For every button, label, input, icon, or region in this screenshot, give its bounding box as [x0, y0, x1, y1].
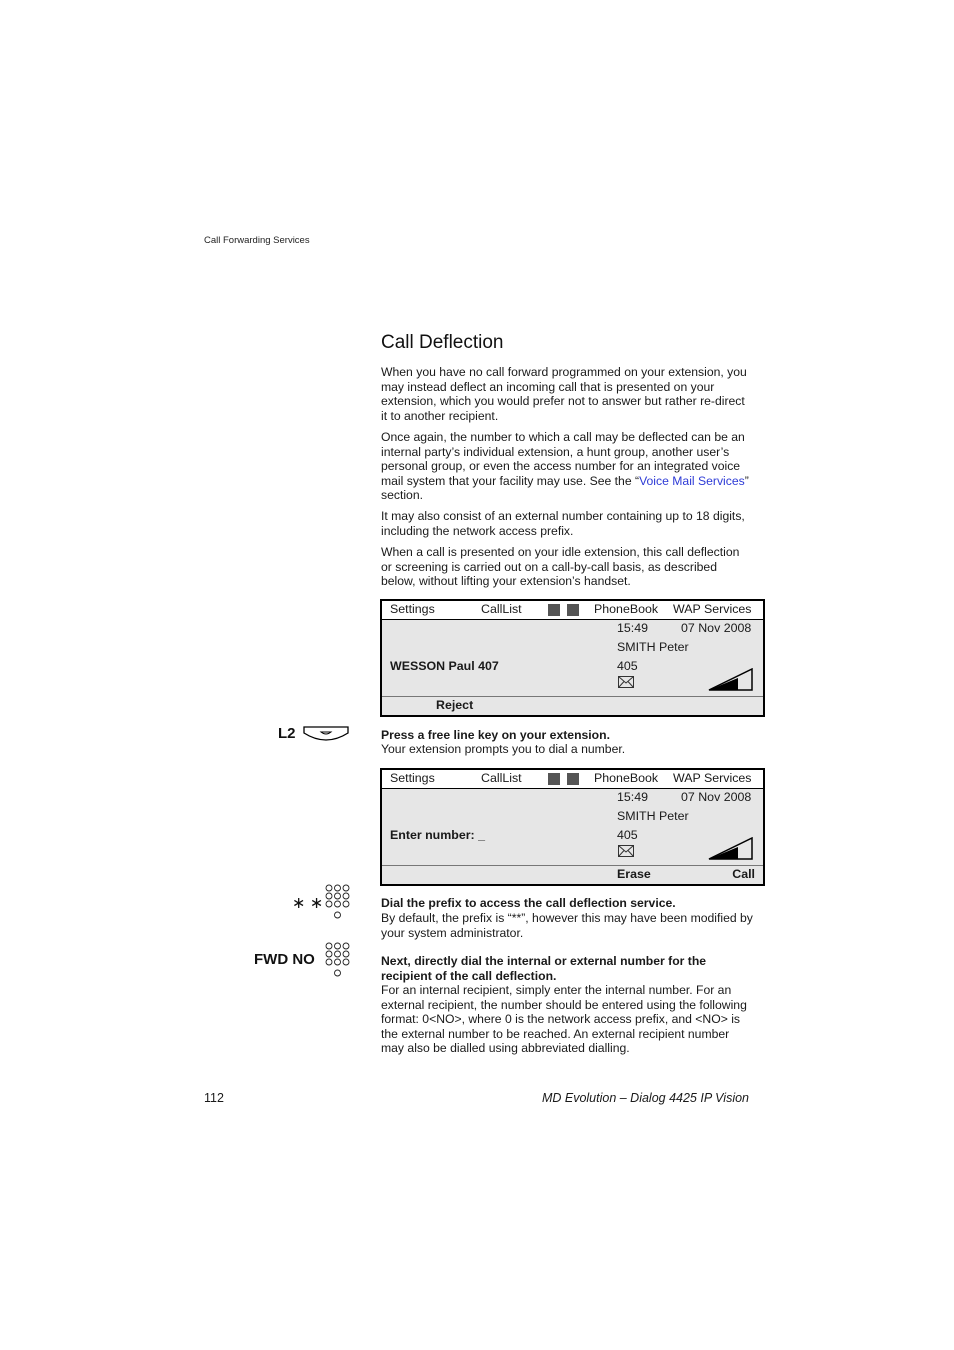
display-date: 07 Nov 2008: [681, 790, 752, 804]
display-softkey-bar: [382, 696, 763, 715]
menu-calllist: CallList: [481, 771, 522, 785]
menu-phonebook: PhoneBook: [594, 602, 659, 616]
status-square-icon: [548, 604, 560, 616]
page-title: Call Deflection: [381, 332, 504, 353]
menu-wap-services: WAP Services: [673, 771, 752, 785]
display-user-name: SMITH Peter: [617, 809, 689, 823]
phone-display-incoming: [380, 599, 765, 717]
intro-paragraph: When you have no call forward programmed on your extension, you may instead deflect an incoming call that is presented on your extension, which you would prefer not to answer but rather re-direct it to another recipient.: [381, 365, 747, 423]
paragraph-text: ” section.: [381, 473, 749, 503]
display-softkey-bar: [382, 865, 763, 884]
display-menu-bar: [382, 601, 763, 620]
menu-settings: Settings: [390, 771, 435, 785]
menu-wap-services: WAP Services: [673, 602, 752, 616]
deflection-targets-paragraph: [381, 430, 753, 503]
status-square-icon: [548, 773, 560, 785]
menu-phonebook: PhoneBook: [594, 771, 659, 785]
external-number-paragraph: It may also consist of an external number containing up to 18 digits, including the network access prefix.: [381, 509, 745, 538]
status-square-icon: [567, 604, 579, 616]
line-key-label: L2: [278, 725, 296, 742]
menu-settings: Settings: [390, 602, 435, 616]
step3-instruction: Next, directly dial the internal or external number for the recipient of the call deflection.: [381, 954, 707, 983]
running-head: Call Forwarding Services: [204, 235, 310, 246]
page-number: 112: [204, 1091, 224, 1105]
softkey-erase[interactable]: Erase: [617, 867, 651, 881]
keypad-icon[interactable]: [325, 884, 350, 920]
voice-mail-services-link[interactable]: Voice Mail Services: [639, 473, 745, 488]
menu-calllist: CallList: [481, 602, 522, 616]
envelope-icon: [618, 676, 634, 688]
volume-signal-icon: [708, 668, 754, 691]
softkey-call[interactable]: Call: [732, 867, 755, 881]
volume-signal-icon: [708, 837, 754, 860]
step2-instruction: Dial the prefix to access the call deflection service.: [381, 896, 676, 910]
fwd-no-label: FWD NO: [254, 951, 315, 968]
display-date: 07 Nov 2008: [681, 621, 752, 635]
star-keys-label: ∗ ∗: [292, 895, 324, 912]
display-body: [382, 620, 763, 696]
keypad-icon[interactable]: [325, 942, 350, 978]
step1-description: Your extension prompts you to dial a number.: [381, 742, 626, 756]
status-square-icon: [567, 773, 579, 785]
display-extension: 405: [617, 828, 638, 842]
step1-instruction: Press a free line key on your extension.: [381, 728, 610, 742]
line-key-icon[interactable]: [302, 725, 350, 745]
envelope-icon: [618, 845, 634, 857]
caller-id: WESSON Paul 407: [390, 659, 499, 673]
step3-description: For an internal recipient, simply enter the internal number. For an external recipient, the number should be entered using the following format: 0<NO>, where 0 is the network access prefix, and <NO> is the external number to be reached. An external recipient number may also be dialled using abbreviated dialling.: [381, 983, 747, 1056]
step2-description: By default, the prefix is “**”, however this may have been modified by your system administrator.: [381, 911, 753, 940]
call-by-call-paragraph: When a call is presented on your idle extension, this call deflection or screening is carried out on a call-by-call basis, as described below, without lifting your extension’s handset.: [381, 545, 740, 589]
enter-number-prompt: Enter number: _: [390, 828, 486, 842]
display-body: [382, 789, 763, 865]
display-time: 15:49: [617, 621, 649, 635]
document-title: MD Evolution – Dialog 4425 IP Vision: [541, 1091, 749, 1105]
display-extension: 405: [617, 659, 638, 673]
paragraph-text: Once again, the number to which a call may be deflected can be an internal party’s individual extension, a hunt group, another user’s personal group, or even the access number for an integrated voice mail system that your facility may use. See the “: [381, 430, 745, 488]
display-time: 15:49: [617, 790, 649, 804]
display-menu-bar: [382, 770, 763, 789]
softkey-reject[interactable]: Reject: [436, 698, 474, 712]
phone-display-enter-number: [380, 768, 765, 886]
display-user-name: SMITH Peter: [617, 640, 689, 654]
